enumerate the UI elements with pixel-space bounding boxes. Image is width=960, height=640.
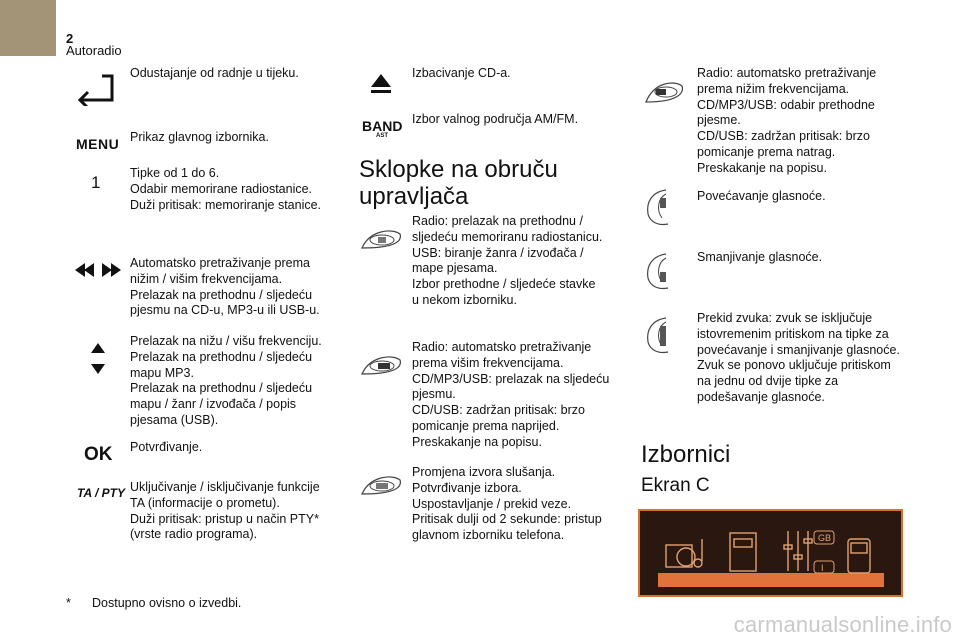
col2-text-wheel: Radio: prelazak na prethodnu / sljedeću memoriranu radiostanicu. USB: biranje žanra / izvođača / mape pjesama. Izbor prethodne / sljedeće stavke u nekom izborniku. [412,214,603,307]
screen-title: Ekran C [641,475,710,496]
col3-text-vol-down: Smanjivanje glasnoće. [697,250,823,264]
up-down-arrows-icon [90,342,106,376]
band-label: BAND [362,118,403,134]
section-tab [0,0,56,56]
col2-text-seek-up: Radio: automatsko pretraživanje prema višim frekvencijama. CD/MP3/USB: prelazak na sljedeću pjesmu. CD/USB: zadržan pritisak: brzo pomicanje prema naprijed. Preskakanje na popisu. [412,340,610,449]
steering-switch-icon [358,472,404,498]
col3-text-vol-up: Povećavanje glasnoće. [697,189,826,203]
steering-switch-icon [358,352,404,378]
col1-text-updown: Prelazak na nižu / višu frekvenciju. Prelazak na prethodnu / sljedeću mapu MP3. Prelazak na prethodnu / sljedeću mapu / žanr / izvođača / popis pjesama (USB). [130,334,322,427]
watermark: carmanualsonline.info [733,612,952,637]
screen-c-image [638,509,903,597]
col2-text-source: Promjena izvora slušanja. Potvrđivanje izbora. Uspostavljanje / prekid veze. Pritisak dulji od 2 sekunde: pristup glavnom izborniku telefona. [412,465,602,543]
i-label: I [821,563,824,573]
section-title: Autoradio [66,43,122,58]
eject-icon [369,72,393,96]
mute-icon [644,316,684,356]
footnote-star: * [66,596,71,610]
col1-text-ok: Potvrđivanje. [130,440,203,454]
seek-arrows-icon [74,262,122,278]
steering-switch-icon [358,226,404,252]
menu-icons [660,525,890,583]
page-number: 2 [66,31,74,46]
volume-down-icon [644,252,684,292]
gb-label: GB [818,533,832,543]
col1-text-ta: Uključivanje / isključivanje funkcije TA (informacije o prometu). Duži pritisak: pristup u način PTY* (vrste radio programa). [130,480,320,542]
ok-label: OK [84,444,113,465]
ta-pty-label: TA / PTY [77,486,125,500]
col1-text-presets: Tipke od 1 do 6. Odabir memorirane radiostanice. Duži pritisak: memoriranje stanice. [130,166,322,212]
steering-title: Sklopke na obruču upravljača [359,156,558,210]
menus-title: Izbornici [641,441,731,468]
number-one-label: 1 [91,173,101,192]
footnote-text: Dostupno ovisno o izvedbi. [92,596,242,610]
steering-switch-icon [642,78,686,106]
col1-text-seek: Automatsko pretraživanje prema nižim / višim frekvencijama. Prelazak na prethodnu / sljedeću pjesmu na CD-u, MP3-u ili USB-u. [130,256,320,318]
col1-text-cancel: Odustajanje od radnje u tijeku. [130,66,299,80]
col2-text-band: Izbor valnog područja AM/FM. [412,112,579,126]
ast-label: AST [376,133,388,139]
col2-text-eject: Izbacivanje CD-a. [412,66,511,80]
volume-up-icon [644,188,684,228]
back-arrow-icon [74,72,118,106]
col3-text-mute: Prekid zvuka: zvuk se isključuje istovremenim pritiskom na tipke za povećavanje i smanjivanje glasnoće. Zvuk se ponovo uključuje pritiskom na jednu od dvije tipke za podešavanje glasnoće. [697,311,900,404]
footnote [66,596,241,610]
col1-text-menu: Prikaz glavnog izbornika. [130,130,269,144]
col3-text-seek-down: Radio: automatsko pretraživanje prema nižim frekvencijama. CD/MP3/USB: odabir prethodne pjesme. CD/USB: zadržan pritisak: brzo pomicanje prema natrag. Preskakanje na popisu. [697,66,877,175]
menu-label: MENU [76,136,120,152]
